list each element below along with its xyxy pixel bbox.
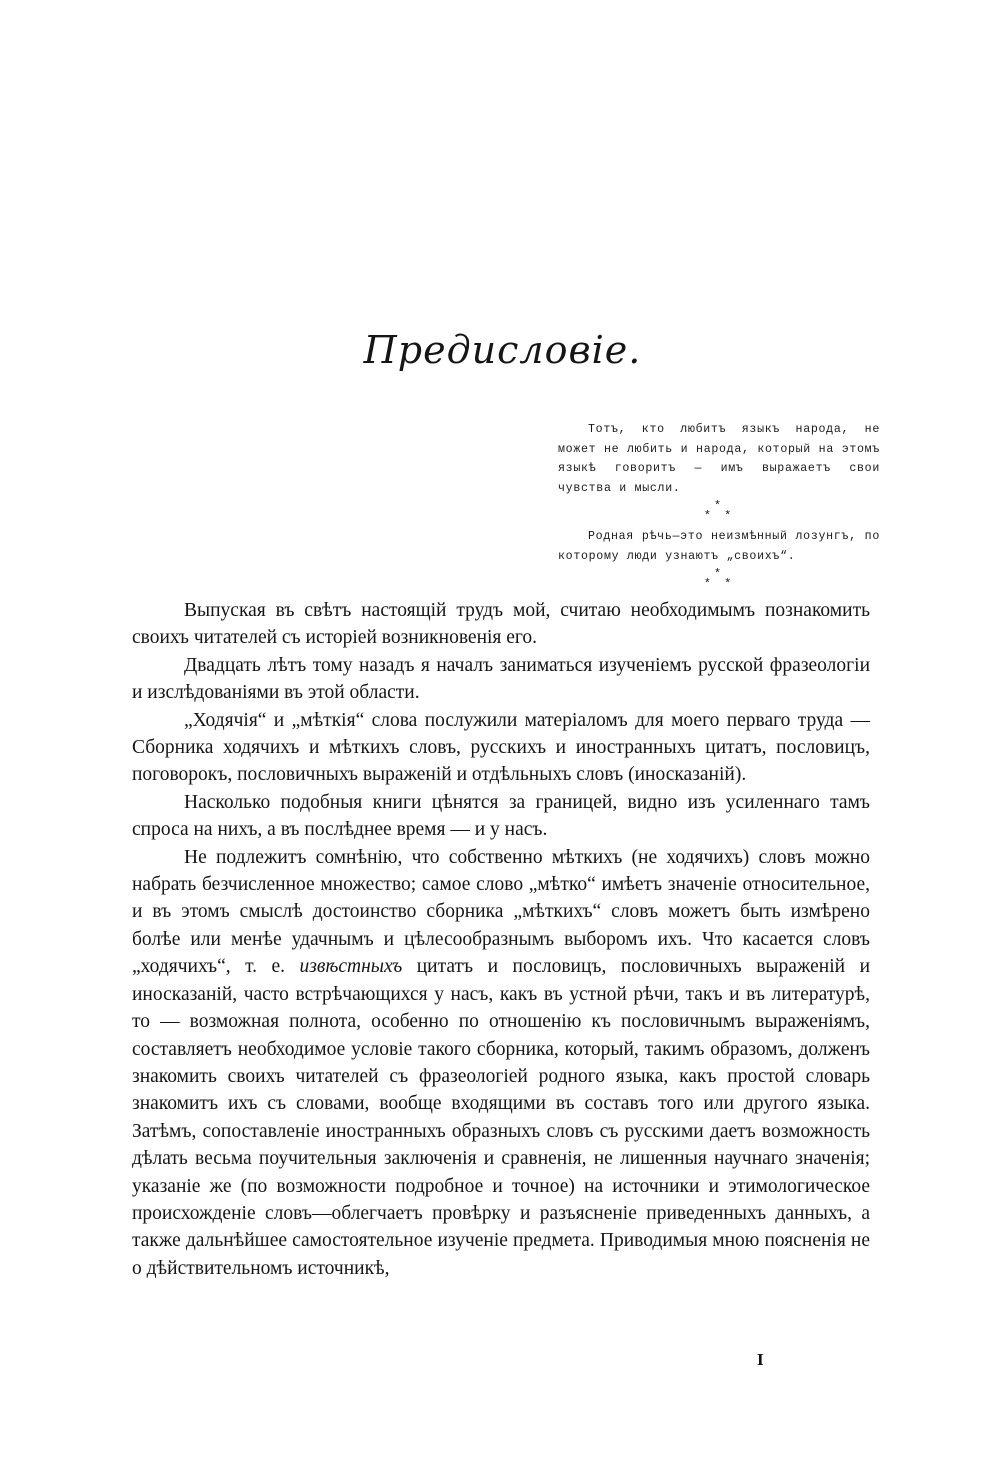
paragraph	[132, 844, 870, 1283]
emphasized-word: извѣстныхъ	[299, 956, 403, 978]
asterism-bottom: * *	[703, 509, 735, 523]
preface-body	[132, 597, 870, 1282]
paragraph: Двадцать лѣтъ тому назадъ я началъ заниматься изученіемъ русской фразеологіи и изслѣдованіями въ этой области.	[132, 654, 870, 704]
asterism-bottom: * *	[703, 577, 735, 591]
epigraph-quote: Тотъ, кто любитъ языкъ народа, не может не любить и народа, который на этомъ языкѣ говоритъ — имъ выражаетъ свои чувства и мысли.	[558, 423, 880, 495]
asterism-top: *	[713, 567, 725, 581]
epigraph-quote: Родная рѣчь—это неизмѣнный лозунгъ, по которому люди узнаютъ „своихъ“.	[558, 530, 880, 563]
paragraph: „Ходячія“ и „мѣткія“ слова послужили матеріаломъ для моего перваго труда — Сборника ходячихъ и мѣткихъ словъ, русскихъ и иностранныхъ цитатъ, пословицъ, поговорокъ, пословичныхъ выраженій и отдѣльныхъ словъ (иносказаній).	[132, 709, 870, 786]
epigraph	[558, 420, 880, 595]
asterism-top: *	[713, 499, 725, 513]
page-title: Предисловіе.	[363, 328, 642, 372]
asterism-divider	[558, 569, 880, 589]
paragraph-text: цитатъ и пословицъ, пословичныхъ выраженій и иносказаній, часто встрѣчающихся у насъ, какъ въ устной рѣчи, такъ и въ литературѣ, то — возможная полнота, особенно по отношенію къ пословичнымъ выраженіямъ, составляетъ необходимое условіе такого сборника, который, такимъ образомъ, долженъ знакомить своихъ читателей съ фразеологіей родного языка, какъ простой словарь знакомитъ ихъ съ словами, вообще входящими въ составъ того или другого языка. Затѣмъ, сопоставленіе иностранныхъ образныхъ словъ съ русскими даетъ возможность дѣлать весьма поучительныя заключенія и сравненія, не лишенныя научнаго значенія; указаніе же (по возможности подробное и точное) на источники и этимологическое происхожденіе словъ—облегчаетъ провѣрку и разъясненіе приведенныхъ данныхъ, а также дальнѣйшее самостоятельное изученіе предмета. Приводимыя мною поясненія не о дѣйствительномъ источникѣ,	[132, 956, 871, 1279]
paragraph: Выпуская въ свѣтъ настоящій трудъ мой, считаю необходимымъ познакомить своихъ читателей съ исторіей возникновенія его.	[132, 600, 870, 649]
page-folio: I	[757, 1350, 764, 1369]
paragraph: Насколько подобныя книги цѣнятся за границей, видно изъ усиленнаго тамъ спроса на нихъ, а въ послѣднее время — и у насъ.	[132, 791, 870, 841]
asterism-divider	[558, 501, 880, 521]
paragraph-text: Не подлежитъ сомнѣнію, что собственно мѣткихъ (не ходячихъ) словъ можно набрать безчисленное множество; самое слово „мѣтко“ имѣетъ значеніе относительное, и въ этомъ смыслѣ достоинство сборника „мѣткихъ“ словъ можетъ быть измѣрено болѣе или менѣе удачнымъ и цѣлесообразнымъ выборомъ ихъ. Что касается словъ „ходячихъ“, т. е.	[132, 846, 870, 978]
